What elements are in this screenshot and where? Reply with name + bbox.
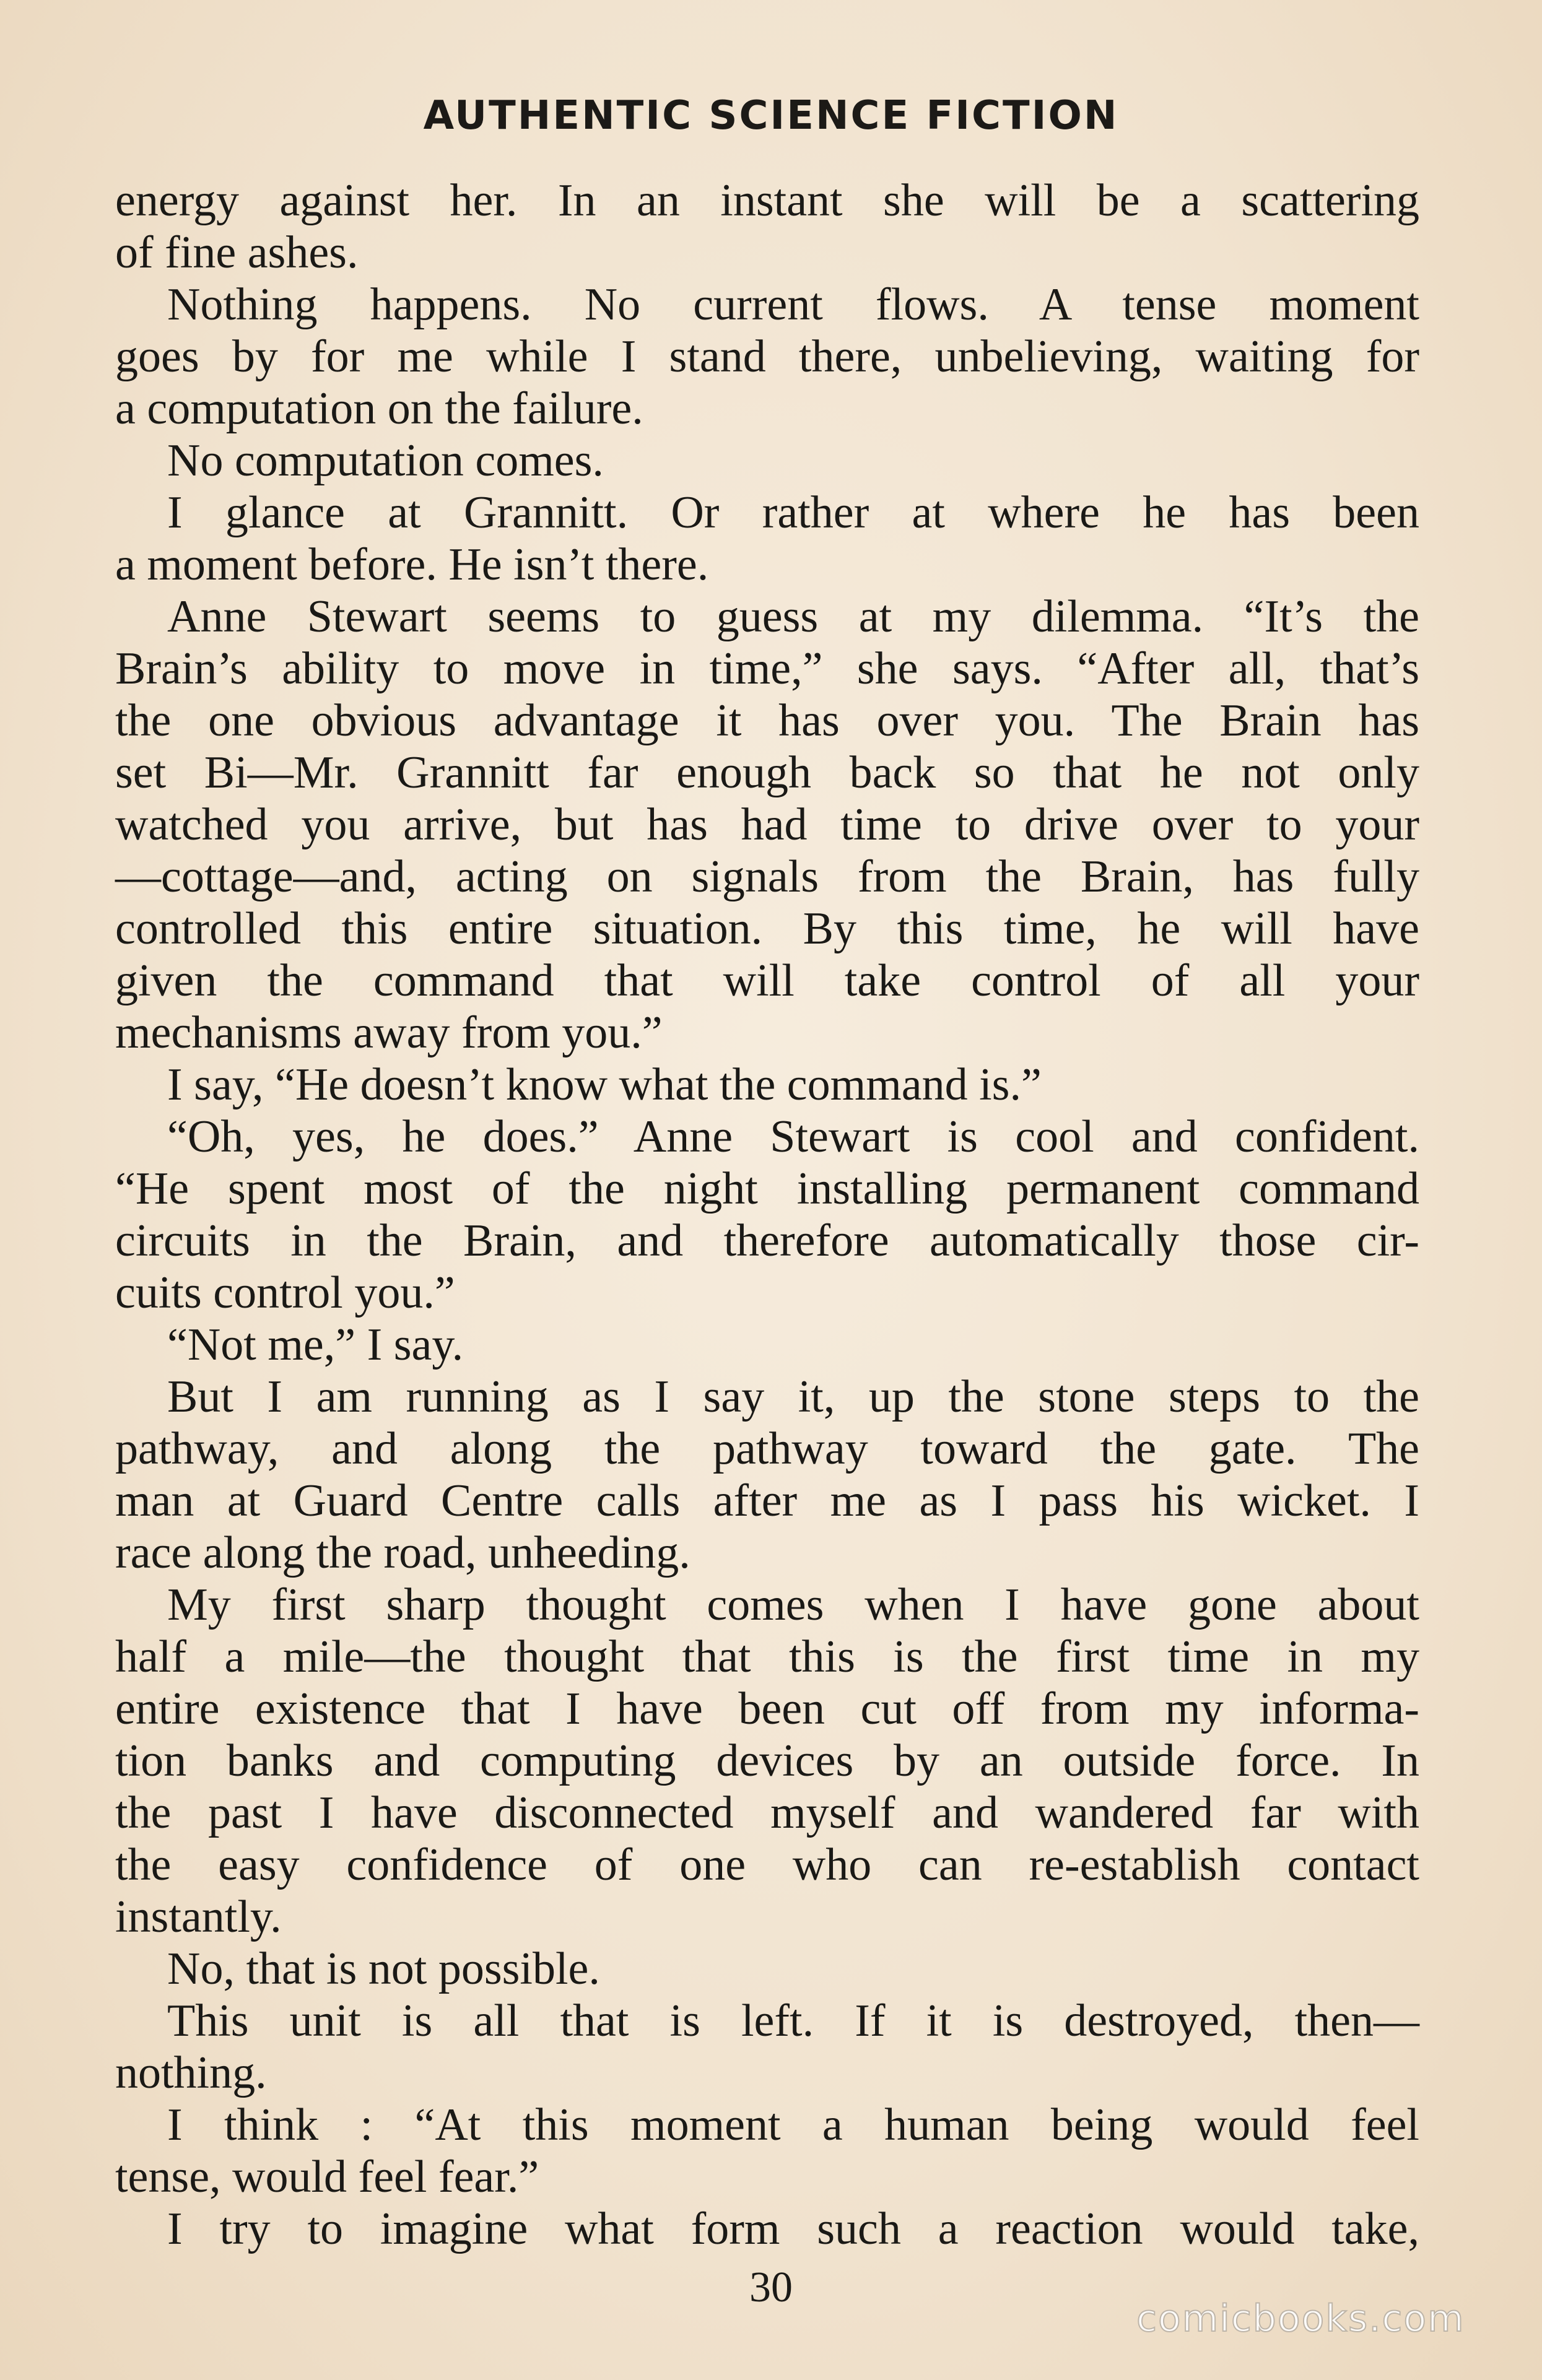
text-line: man at Guard Centre calls after me as I pass his wicket. I: [115, 1475, 1419, 1526]
text-line: the easy confidence of one who can re-establish contact: [115, 1839, 1419, 1890]
text-line: mechanisms away from you.”: [115, 1007, 663, 1058]
text-line: of fine ashes.: [115, 227, 359, 278]
text-line: —cottage—and, acting on signals from the Brain, has fully: [115, 851, 1419, 902]
text-line: entire existence that I have been cut off from my informa-: [115, 1683, 1419, 1734]
body-text: [115, 175, 1419, 2255]
text-line: race along the road, unheeding.: [115, 1527, 690, 1578]
text-line: cuits control you.”: [115, 1267, 455, 1318]
text-line: circuits in the Brain, and therefore automatically those cir-: [115, 1215, 1419, 1266]
text-line: tense, would feel fear.”: [115, 2152, 539, 2202]
text-line: half a mile—the thought that this is the first time in my: [115, 1631, 1419, 1682]
text-line: the one obvious advantage it has over you. The Brain has: [115, 695, 1419, 746]
text-line: I glance at Grannitt. Or rather at where he has been: [167, 487, 1419, 538]
text-line: set Bi—Mr. Grannitt far enough back so that he not only: [115, 747, 1419, 798]
text-line: No computation comes.: [167, 435, 604, 486]
text-line: given the command that will take control of all your: [115, 955, 1419, 1006]
text-line: a computation on the failure.: [115, 383, 643, 434]
page-number: 30: [749, 2264, 793, 2311]
text-line: energy against her. In an instant she will be a scattering: [115, 175, 1419, 226]
text-line: I say, “He doesn’t know what the command is.”: [167, 1059, 1042, 1110]
text-line: Anne Stewart seems to guess at my dilemma. “It’s the: [167, 591, 1419, 642]
text-line: a moment before. He isn’t there.: [115, 539, 709, 590]
text-line: Brain’s ability to move in time,” she says. “After all, that’s: [115, 643, 1419, 694]
text-line: the past I have disconnected myself and wandered far with: [115, 1787, 1419, 1838]
text-line: controlled this entire situation. By this time, he will have: [115, 903, 1419, 954]
running-header: AUTHENTIC SCIENCE FICTION: [423, 93, 1119, 139]
text-line: This unit is all that is left. If it is destroyed, then—: [167, 1996, 1419, 2046]
text-line: nothing.: [115, 2048, 267, 2098]
text-line: I think : “At this moment a human being would feel: [167, 2100, 1419, 2150]
text-line: My first sharp thought comes when I have gone about: [167, 1579, 1419, 1630]
text-line: Nothing happens. No current flows. A tense moment: [167, 279, 1419, 330]
text-line: pathway, and along the pathway toward the gate. The: [115, 1423, 1419, 1474]
text-line: “Not me,” I say.: [167, 1319, 464, 1370]
text-line: tion banks and computing devices by an outside force. In: [115, 1735, 1419, 1786]
text-line: watched you arrive, but has had time to drive over to your: [115, 799, 1419, 850]
text-line: I try to imagine what form such a reaction would take,: [167, 2204, 1419, 2254]
text-line: No, that is not possible.: [167, 1944, 600, 1994]
text-line: instantly.: [115, 1891, 282, 1942]
text-line: “Oh, yes, he does.” Anne Stewart is cool and confident.: [167, 1111, 1419, 1162]
text-line: But I am running as I say it, up the stone steps to the: [167, 1371, 1419, 1422]
text-line: goes by for me while I stand there, unbelieving, waiting for: [115, 331, 1419, 382]
watermark: comicbooks.com: [1136, 2297, 1465, 2340]
text-line: “He spent most of the night installing permanent command: [115, 1163, 1419, 1214]
